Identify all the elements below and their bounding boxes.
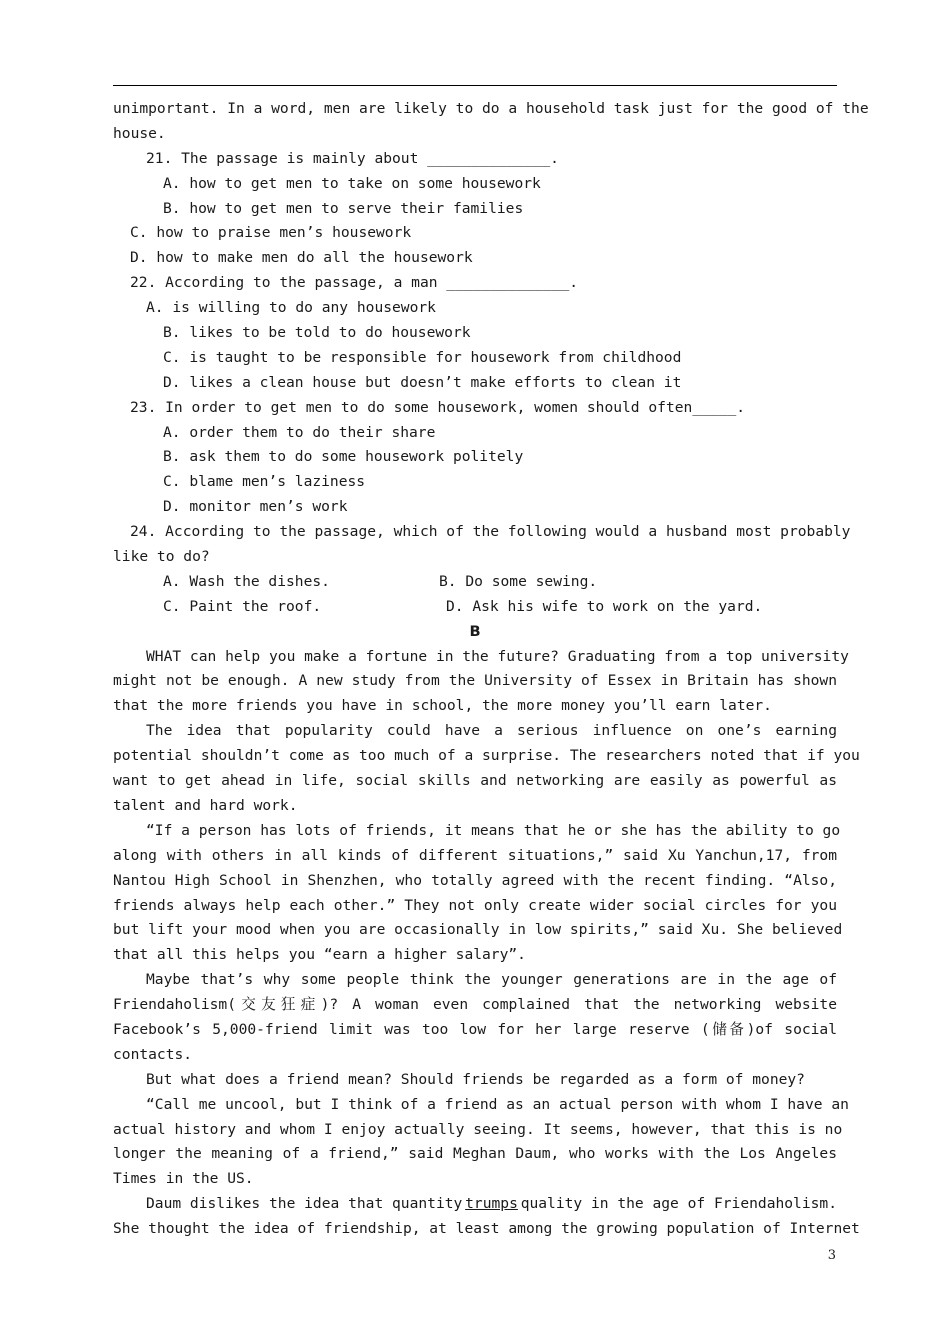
option-a: A. Wash the dishes. [163,572,330,590]
text-line: but lift your mood when you are occasionally in low spirits,” said Xu. She believed [113,921,843,939]
text-line: Maybe that’s why some people think the younger generations are in the age of [146,971,837,989]
text-line: Nantou High School in Shenzhen, who totally agreed with the recent finding. “Also, [113,871,837,889]
text-line [113,1192,837,1217]
text-line: that all this helps you “earn a higher salary”. [113,946,526,964]
text-line: Times in the US. [113,1170,254,1188]
option-d: D. likes a clean house but doesn’t make efforts to clean it [163,373,682,391]
option-c: C. Paint the roof. [163,597,322,615]
text-line: unimportant. In a word, men are likely to do a household task just for the good of the [113,100,869,117]
option-b: B. likes to be told to do housework [163,324,471,342]
text-line: Friendaholism(交友狂症)? A woman even complained that the networking website [113,996,837,1014]
options-row [113,570,837,595]
underlined-word: trumps [465,1195,518,1213]
option-d: D. monitor men’s work [163,498,348,516]
text-line: actual history and whom I enjoy actually seeing. It seems, however, that this is no [113,1120,843,1138]
text-line: that the more friends you have in school, the more money you’ll earn later. [113,697,772,715]
section-heading: B [469,622,481,640]
text-line: contacts. [113,1045,193,1063]
options-row [113,595,837,620]
option-a: A. is willing to do any housework [146,299,436,317]
option-b: B. Do some sewing. [439,572,598,590]
option-b: B. how to get men to serve their families [163,199,524,217]
text-line: house. [113,124,166,142]
text-line: want to get ahead in life, social skills and networking are easily as powerful as [113,772,837,790]
text-line: The idea that popularity could have a serious influence on one’s earning [146,722,837,740]
option-c: C. blame men’s laziness [163,473,366,491]
question-22: 22. According to the passage, a man ______________. [130,274,579,292]
text-line: potential shouldn’t come as too much of a surprise. The researchers noted that if you [113,747,860,765]
text-segment: Daum dislikes the idea that quantity [146,1195,463,1213]
option-b: B. ask them to do some housework politely [163,448,524,466]
text-line: “Call me uncool, but I think of a friend as an actual person with whom I have an [146,1095,849,1113]
option-a: A. how to get men to take on some housework [163,174,541,192]
question-23: 23. In order to get men to do some housework, women should often_____. [130,398,746,416]
option-c: C. how to praise men’s housework [130,224,412,242]
text-line: like to do? [113,548,210,566]
option-d: D. Ask his wife to work on the yard. [446,597,763,615]
text-line: Facebook’s 5,000-friend limit was too low for her large reserve (储备)of social [113,1020,837,1038]
text-line: But what does a friend mean? Should friends be regarded as a form of money? [146,1070,805,1088]
text-line: talent and hard work. [113,796,298,814]
document-page [113,97,869,1242]
header-rule [113,85,837,86]
text-line: along with others in all kinds of different situations,” said Xu Yanchun,17, from [113,846,837,864]
question-21: 21. The passage is mainly about ______________. [146,149,559,167]
question-24: 24. According to the passage, which of the following would a husband most probably [130,523,851,541]
text-segment: quality in the age of Friendaholism. [520,1195,837,1213]
option-d: D. how to make men do all the housework [130,249,473,267]
text-line: longer the meaning of a friend,” said Meghan Daum, who works with the Los Angeles [113,1145,837,1163]
text-line: WHAT can help you make a fortune in the future? Graduating from a top university [146,647,849,665]
text-line: friends always help each other.” They not only create wider social circles for you [113,896,837,914]
option-a: A. order them to do their share [163,423,436,441]
text-line: might not be enough. A new study from the University of Essex in Britain has shown [113,672,837,690]
page-number: 3 [827,1248,836,1263]
text-line: “If a person has lots of friends, it means that he or she has the ability to go [146,821,841,839]
text-line: She thought the idea of friendship, at least among the growing population of Internet [113,1220,860,1238]
option-c: C. is taught to be responsible for housework from childhood [163,348,682,366]
